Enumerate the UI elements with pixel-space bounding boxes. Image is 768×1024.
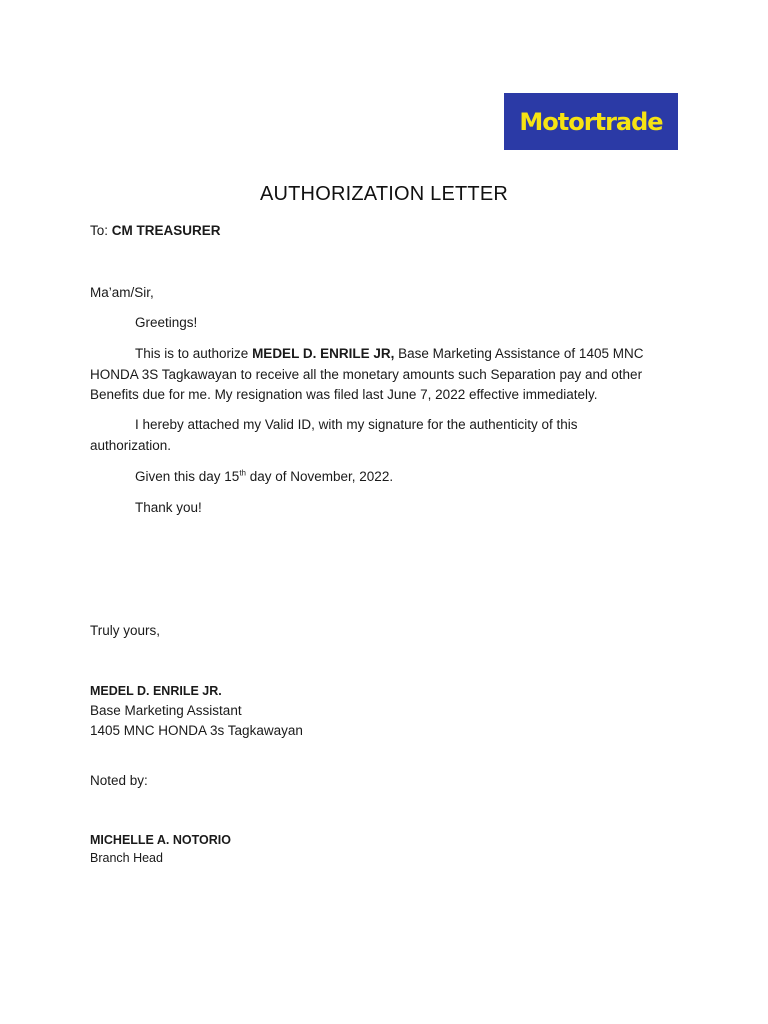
paragraph-2-line-2: authorization. — [90, 438, 172, 453]
closing: Truly yours, — [90, 623, 161, 638]
thank-you: Thank you! — [135, 500, 202, 515]
signer-name: MEDEL D. ENRILE JR. — [90, 684, 222, 698]
recipient-line — [90, 223, 221, 238]
salutation: Ma’am/Sir, — [90, 285, 154, 300]
paragraph-1-line-2: HONDA 3S Tagkawayan to receive all the monetary amounts such Separation pay and other — [90, 367, 643, 382]
given-pre: Given this day 15 — [135, 469, 240, 484]
letter-title: AUTHORIZATION LETTER — [259, 183, 509, 205]
signer-branch: 1405 MNC HONDA 3s Tagkawayan — [90, 723, 303, 738]
authorized-name: MEDEL D. ENRILE JR, — [252, 346, 395, 361]
paragraph-2-line-1: I hereby attached my Valid ID, with my signature for the authenticity of this — [135, 417, 578, 432]
greeting: Greetings! — [135, 315, 198, 330]
noter-position: Branch Head — [90, 851, 163, 865]
logo-text: Motortrade — [519, 107, 663, 136]
signer-position: Base Marketing Assistant — [90, 703, 242, 718]
recipient-prefix: To: — [90, 223, 109, 238]
motortrade-logo — [504, 93, 678, 150]
noted-by-label: Noted by: — [90, 773, 148, 788]
given-date-line — [135, 469, 393, 484]
paragraph-1-line-3: Benefits due for me. My resignation was filed last June 7, 2022 effective immediately. — [90, 387, 598, 402]
recipient-name: CM TREASURER — [111, 223, 221, 238]
noter-name: MICHELLE A. NOTORIO — [90, 833, 231, 847]
para1-start: This is to authorize — [135, 346, 253, 361]
paragraph-1-line-1 — [135, 346, 643, 361]
para1-rest: Base Marketing Assistance of 1405 MNC — [394, 346, 644, 361]
given-post: day of November, 2022. — [245, 469, 394, 484]
given-sup: th — [239, 468, 246, 478]
